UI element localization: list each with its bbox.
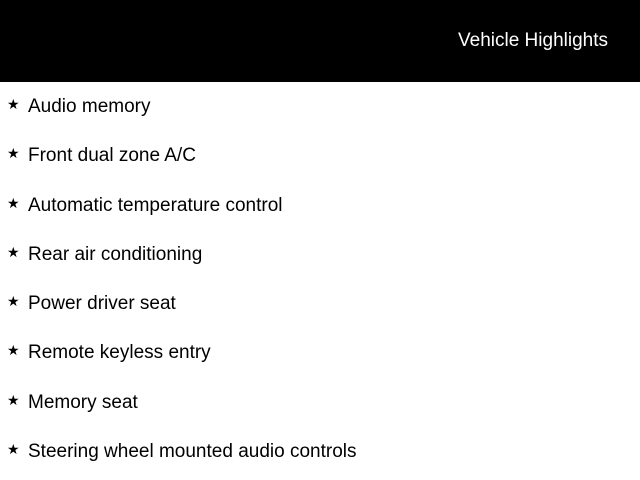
highlight-label: Steering wheel mounted audio controls [28, 441, 357, 463]
highlight-label: Memory seat [28, 391, 138, 413]
list-item [0, 378, 640, 427]
star-icon: ★ [7, 194, 20, 211]
highlight-label: Remote keyless entry [28, 342, 211, 364]
star-icon: ★ [7, 243, 20, 260]
star-icon: ★ [7, 96, 20, 112]
list-item [0, 230, 640, 279]
highlight-label: Automatic temperature control [28, 194, 283, 216]
star-icon: ★ [7, 441, 20, 458]
highlight-label: Front dual zone A/C [28, 145, 196, 167]
list-item [0, 181, 640, 230]
header-bar [0, 0, 640, 82]
page-title: Vehicle Highlights [458, 30, 608, 51]
star-icon: ★ [7, 145, 20, 162]
star-icon: ★ [7, 293, 20, 310]
highlight-label: Audio memory [28, 96, 151, 117]
star-icon: ★ [7, 391, 20, 408]
list-item [0, 131, 640, 180]
list-item [0, 328, 640, 377]
highlight-label: Power driver seat [28, 293, 176, 315]
highlight-label: Rear air conditioning [28, 243, 203, 265]
vehicle-highlights-list [0, 82, 640, 476]
list-item [0, 82, 640, 131]
list-item [0, 427, 640, 476]
star-icon: ★ [7, 342, 20, 359]
list-item [0, 279, 640, 328]
